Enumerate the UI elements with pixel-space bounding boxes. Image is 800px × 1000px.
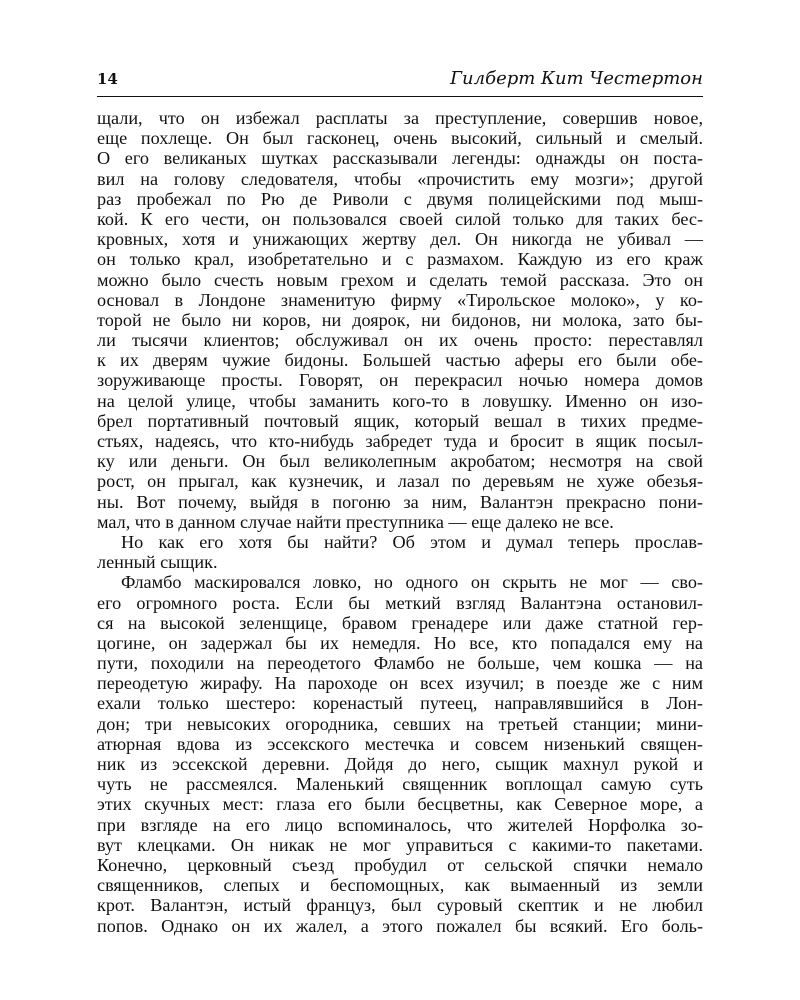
text-line: ли тысячи клиентов; обслуживал он их очень просто: переставлял: [97, 330, 703, 351]
text-line: ны. Вот почему, выйдя в погоню за ним, Валантэн прекрасно пони-: [97, 491, 703, 512]
text-line: ленный сыщик.: [97, 552, 218, 573]
text-line: попов. Однако он их жалел, а этого пожалел бы всякий. Его боль-: [97, 915, 703, 936]
text-line: мал, что в данном случае найти преступника — еще далеко не все.: [97, 511, 614, 532]
body-text: [97, 108, 703, 936]
text-line: вут клецками. Он никак не мог управиться с какими-то пакетами.: [97, 834, 703, 855]
text-line: цогине, он задержал бы их немедля. Но все, кто попадался ему на: [97, 632, 703, 653]
text-line: О его великаных шутках рассказывали легенды: однажды он поста-: [97, 148, 703, 169]
text-line: крот. Валантэн, истый француз, был суровый скептик и не любил: [97, 895, 703, 916]
text-line: священников, слепых и беспомощных, как вымаенный из земли: [97, 875, 703, 896]
text-line: при взгляде на его лицо вспоминалось, что жителей Норфолка зо-: [97, 814, 703, 835]
text-line: атюрная вдова из эссекского местечка и совсем низенький священ-: [97, 733, 703, 754]
text-line: ку или деньги. Он был великолепным акробатом; несмотря на свой: [97, 451, 703, 472]
paragraph: [97, 572, 703, 935]
running-title: Гилберт Кит Честертон: [450, 68, 703, 89]
text-line: ся на высокой зеленщице, бравом гренадере или даже статной гер-: [97, 612, 703, 633]
text-line: этих скучных мест: глаза его были бесцветны, как Северное море, а: [97, 794, 703, 815]
text-line: Фламбо маскировался ловко, но одного он скрыть не мог — сво-: [121, 572, 703, 593]
text-line: можно было счесть новым грехом и сделать темой рассказа. Это он: [97, 269, 703, 290]
text-line: щали, что он избежал расплаты за преступление, совершив новое,: [97, 108, 703, 128]
text-line: на целой улице, чтобы заманить кого-то в ловушку. Именно он изо-: [97, 390, 703, 411]
text-line: брел портативный почтовый ящик, который вешал в тихих предме-: [97, 410, 703, 431]
text-line: раз пробежал по Рю де Риволи с двумя полицейскими под мыш-: [97, 188, 703, 209]
text-line: кой. К его чести, он пользовался своей силой только для таких бес-: [97, 208, 703, 229]
text-line: пути, походили на переодетого Фламбо не больше, чем кошка — на: [97, 653, 703, 674]
text-line: еще похлеще. Он был гасконец, очень высокий, сильный и смелый.: [97, 128, 703, 149]
text-line: ехали только шестеро: коренастый путеец, направлявшийся в Лон-: [97, 693, 703, 714]
header-rule: [97, 96, 703, 97]
text-line: Но как его хотя бы найти? Об этом и думал теперь прослав-: [121, 531, 703, 552]
text-line: рост, он прыгал, как кузнечик, и лазал по деревьям не хуже обезья-: [97, 471, 703, 492]
text-line: переодетую жирафу. На пароходе он всех изучил; в поезде же с ним: [97, 673, 703, 694]
text-line: к их дверям чужие бидоны. Большей частью аферы его были обе-: [97, 350, 703, 371]
text-line: торой не было ни коров, ни доярок, ни бидонов, ни молока, зато бы-: [97, 309, 703, 330]
text-line: зоруживающе просты. Говорят, он перекрасил ночью номера домов: [97, 370, 703, 391]
paragraph: [97, 532, 703, 572]
text-line: дон; три невысоких огородника, севших на третьей станции; мини-: [97, 713, 703, 734]
text-line: стьях, надеясь, что кто-нибудь забредет туда и бросит в ящик посыл-: [97, 431, 703, 451]
text-line: он только крал, изобретательно и с размахом. Каждую из его краж: [97, 249, 703, 270]
text-line: вил на голову следователя, чтобы «прочистить ему мозги»; другой: [97, 168, 703, 189]
text-line: кровных, хотя и унижающих жертву дел. Он никогда не убивал —: [97, 229, 703, 250]
paragraph: [97, 108, 703, 532]
text-line: Конечно, церковный съезд пробудил от сельской спячки немало: [97, 854, 703, 875]
text-line: ник из эссекской деревни. Дойдя до него, сыщик махнул рукой и: [97, 754, 703, 774]
page-header: [97, 70, 703, 96]
text-line: его огромного роста. Если бы меткий взгляд Валантэна остановил-: [97, 592, 703, 613]
text-line: чуть не рассмеялся. Маленький священник воплощал самую суть: [97, 774, 703, 795]
page-number: 14: [97, 70, 118, 88]
text-line: основал в Лондоне знаменитую фирму «Тирольское молоко», у ко-: [97, 289, 703, 310]
